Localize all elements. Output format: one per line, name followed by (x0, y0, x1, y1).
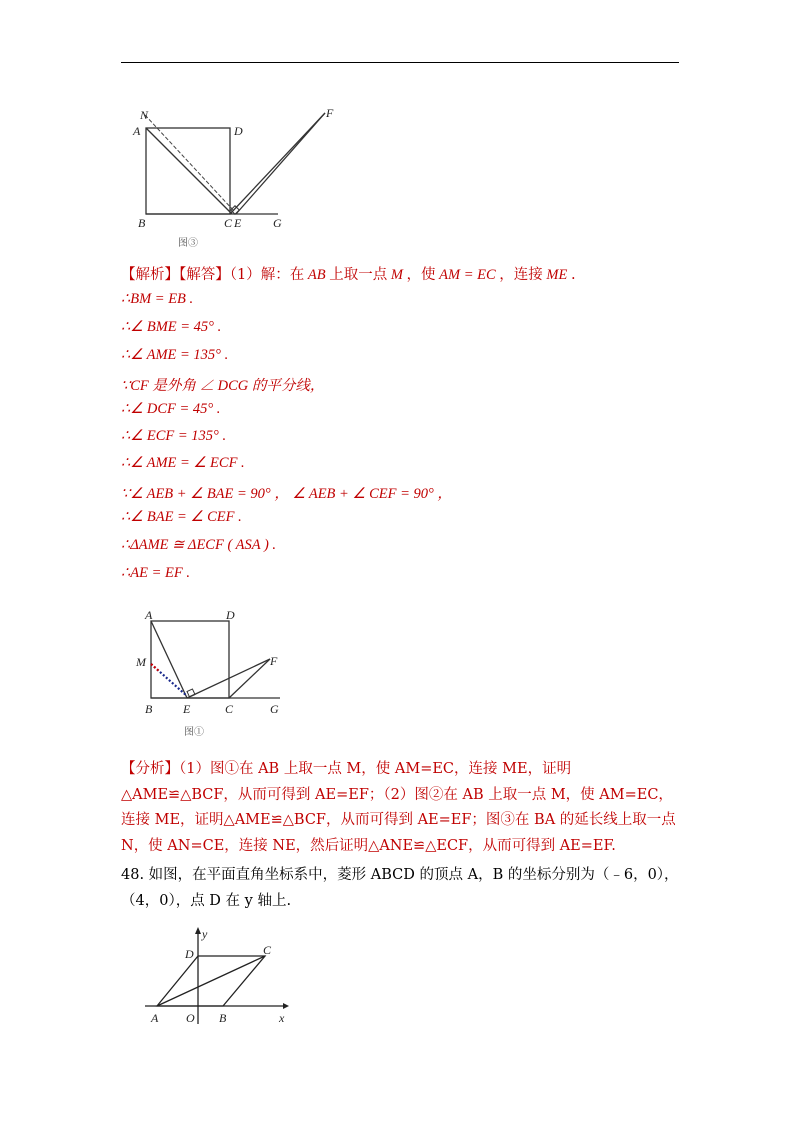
solution-header (121, 263, 576, 284)
proof-step: ∵∠ AEB + ∠ BAE = 90° ， ∠ AEB + ∠ CEF = 90° ， (121, 486, 452, 502)
figure-1 (132, 607, 292, 742)
fig3-label-A: A (133, 124, 141, 138)
solution-segment-text: ，使 (406, 267, 436, 283)
fig3-label-C: C (224, 216, 233, 230)
fig1-label-M: M (136, 655, 146, 669)
fig48-label-B: B (219, 1011, 227, 1025)
fig3-label-F: F (326, 106, 334, 120)
fig1-label-B: B (145, 702, 153, 716)
fig48-label-A: A (151, 1011, 159, 1025)
fig1-label-G: G (270, 702, 279, 716)
solution-segment-text: ，连接 (499, 267, 543, 283)
solution-segment-period: . (570, 267, 576, 283)
solution-segment-ab: AB (304, 267, 330, 283)
proof-step: ∴ΔAME ≅ ΔECF ( ASA ) . (121, 537, 277, 553)
problem-48: 48. 如图，在平面直角坐标系中，菱形 ABCD 的顶点 A，B 的坐标分别为（﹣6，0），（4，0），点 D 在 y 轴上. (121, 867, 679, 909)
solution-segment-text: 上取一点 (329, 267, 388, 283)
figure-48 (143, 924, 293, 1029)
solution-header-text: 【解析】【解答】（1）解：在 (121, 267, 305, 283)
fig48-label-O: O (186, 1011, 195, 1025)
fig1-label-C: C (225, 702, 234, 716)
fig3-label-B: B (138, 216, 146, 230)
fig48-label-D: D (185, 947, 194, 961)
fig3-caption: 图③ (178, 238, 198, 249)
analysis-paragraph: 【分析】（1）图①在 AB 上取一点 M，使 AM=EC，连接 ME，证明△AME≌△BCF，从而可得到 AE=EF；（2）图②在 AB 上取一点 M，使 AM=EC，连接 ME，证明△AME≌△BCF，从而可得到 AE=EF；图③在 BA 的延长线上取一点 N，使 AN=CE，连接 NE，然后证明△ANE≌△ECF，从而可得到 AE=EF. (121, 761, 676, 854)
fig3-label-G: G (273, 216, 282, 230)
fig3-label-E: E (234, 216, 242, 230)
proof-step: ∴∠ BME = 45° . (121, 319, 222, 335)
fig1-label-E: E (183, 702, 191, 716)
solution-segment-m: M (387, 267, 407, 283)
fig3-label-D: D (234, 124, 243, 138)
fig48-label-x: x (279, 1011, 285, 1025)
fig48-label-C: C (263, 943, 272, 957)
proof-step: ∴BM = EB . (121, 291, 194, 307)
fig1-label-D: D (226, 608, 235, 622)
fig1-label-A: A (145, 608, 153, 622)
fig1-label-F: F (270, 654, 278, 668)
header-rule (121, 62, 679, 63)
solution-segment-me: ME (542, 267, 571, 283)
figure-3 (128, 103, 348, 253)
fig3-label-N: N (140, 108, 149, 122)
proof-step: ∵CF 是外角 ∠ DCG 的平分线， (121, 378, 325, 394)
proof-step: ∴∠ AME = ∠ ECF . (121, 455, 245, 471)
proof-step: ∴∠ ECF = 135° . (121, 428, 227, 444)
proof-step: ∴AE = EF . (121, 565, 190, 581)
solution-segment-am-ec: AM = EC (435, 267, 500, 283)
fig1-caption: 图① (184, 727, 204, 738)
proof-step: ∴∠ AME = 135° . (121, 347, 229, 363)
fig48-label-y: y (202, 927, 208, 941)
proof-step: ∴∠ BAE = ∠ CEF . (121, 509, 242, 525)
proof-step: ∴∠ DCF = 45° . (121, 401, 221, 417)
